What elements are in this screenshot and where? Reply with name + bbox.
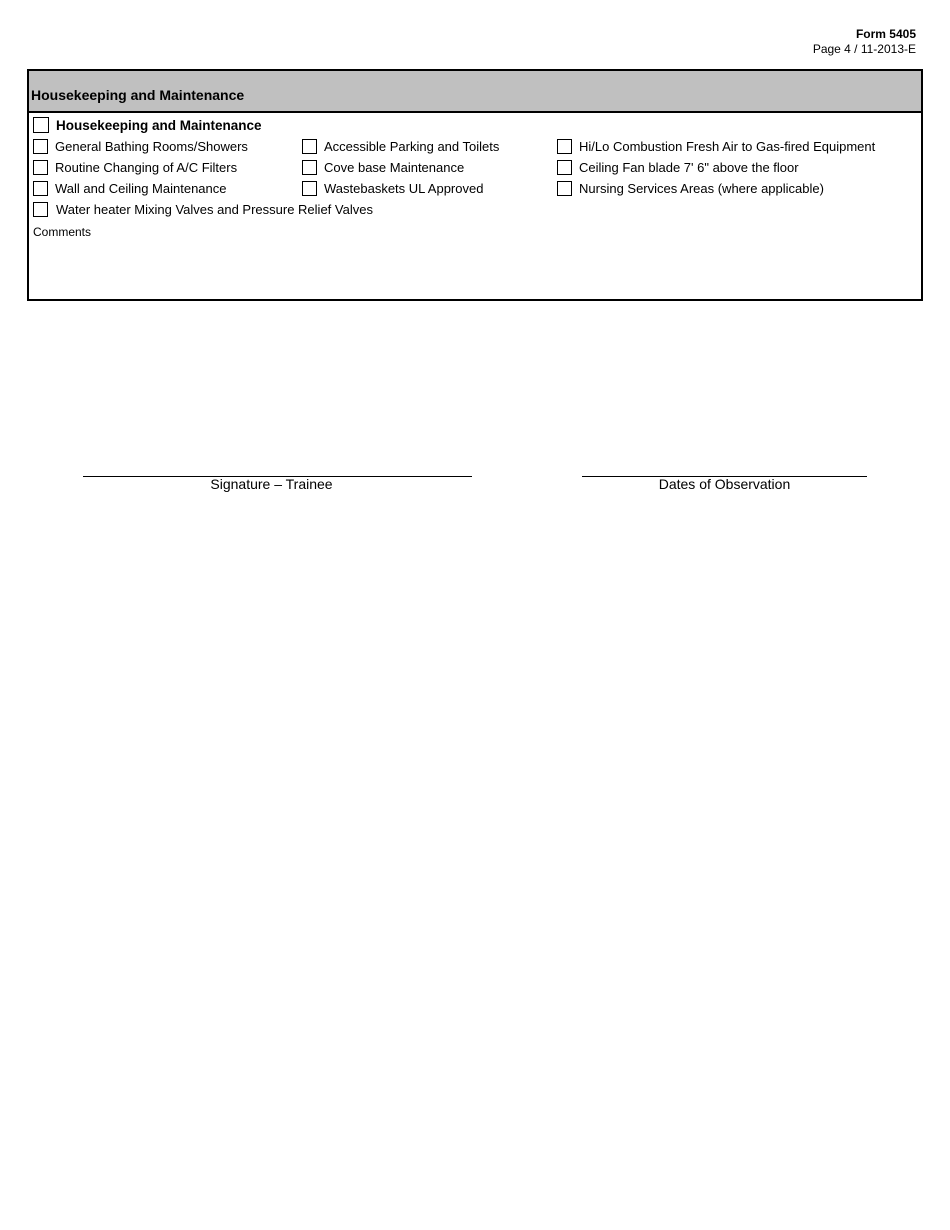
label-ceiling-fan: Ceiling Fan blade 7' 6" above the floor [579,160,799,175]
checkbox-row-general-bathing[interactable] [33,139,248,154]
checkbox-wastebaskets[interactable] [302,181,317,196]
form-number: Form 5405 [855,27,916,41]
checkbox-cove-base[interactable] [302,160,317,175]
form-header [813,27,916,57]
checkbox-row-wastebaskets[interactable] [302,181,483,196]
checkbox-accessible-parking[interactable] [302,139,317,154]
checkbox-ac-filters[interactable] [33,160,48,175]
page-info: Page 4 / 11-2013-E [812,42,916,56]
label-accessible-parking: Accessible Parking and Toilets [324,139,500,154]
section-title: Housekeeping and Maintenance [31,87,245,103]
checkbox-row-nursing-services[interactable] [557,181,824,196]
checkbox-general-bathing[interactable] [33,139,48,154]
label-cove-base: Cove base Maintenance [324,160,465,175]
label-nursing-services: Nursing Services Areas (where applicable) [579,181,824,196]
trainee-signature-label: Signature – Trainee [210,476,333,492]
checkbox-water-heater[interactable] [33,202,48,217]
checkbox-row-ac-filters[interactable] [33,160,237,175]
checkbox-row-hilo-combustion[interactable] [557,139,875,154]
checkbox-row-accessible-parking[interactable] [302,139,499,154]
checkbox-wall-ceiling[interactable] [33,181,48,196]
master-checkbox[interactable] [33,117,49,133]
label-hilo-combustion: Hi/Lo Combustion Fresh Air to Gas-fired Equipment [579,139,876,154]
checkbox-ceiling-fan[interactable] [557,160,572,175]
checkbox-row-cove-base[interactable] [302,160,464,175]
label-wall-ceiling: Wall and Ceiling Maintenance [55,181,227,196]
section-title-bar [29,71,921,113]
housekeeping-section [27,69,923,301]
checkbox-hilo-combustion[interactable] [557,139,572,154]
master-checkbox-label: Housekeeping and Maintenance [56,117,262,133]
label-ac-filters: Routine Changing of A/C Filters [55,160,238,175]
label-general-bathing: General Bathing Rooms/Showers [55,139,248,154]
comments-label: Comments [33,225,92,239]
dates-observation-label: Dates of Observation [658,476,791,492]
checkbox-row-water-heater[interactable] [33,202,373,217]
checkbox-nursing-services[interactable] [557,181,572,196]
checkbox-row-ceiling-fan[interactable] [557,160,799,175]
master-checkbox-row[interactable] [33,117,262,133]
label-wastebaskets: Wastebaskets UL Approved [324,181,484,196]
comments-field[interactable] [33,241,917,299]
checkbox-row-wall-ceiling[interactable] [33,181,227,196]
label-water-heater: Water heater Mixing Valves and Pressure Relief Valves [56,202,373,217]
